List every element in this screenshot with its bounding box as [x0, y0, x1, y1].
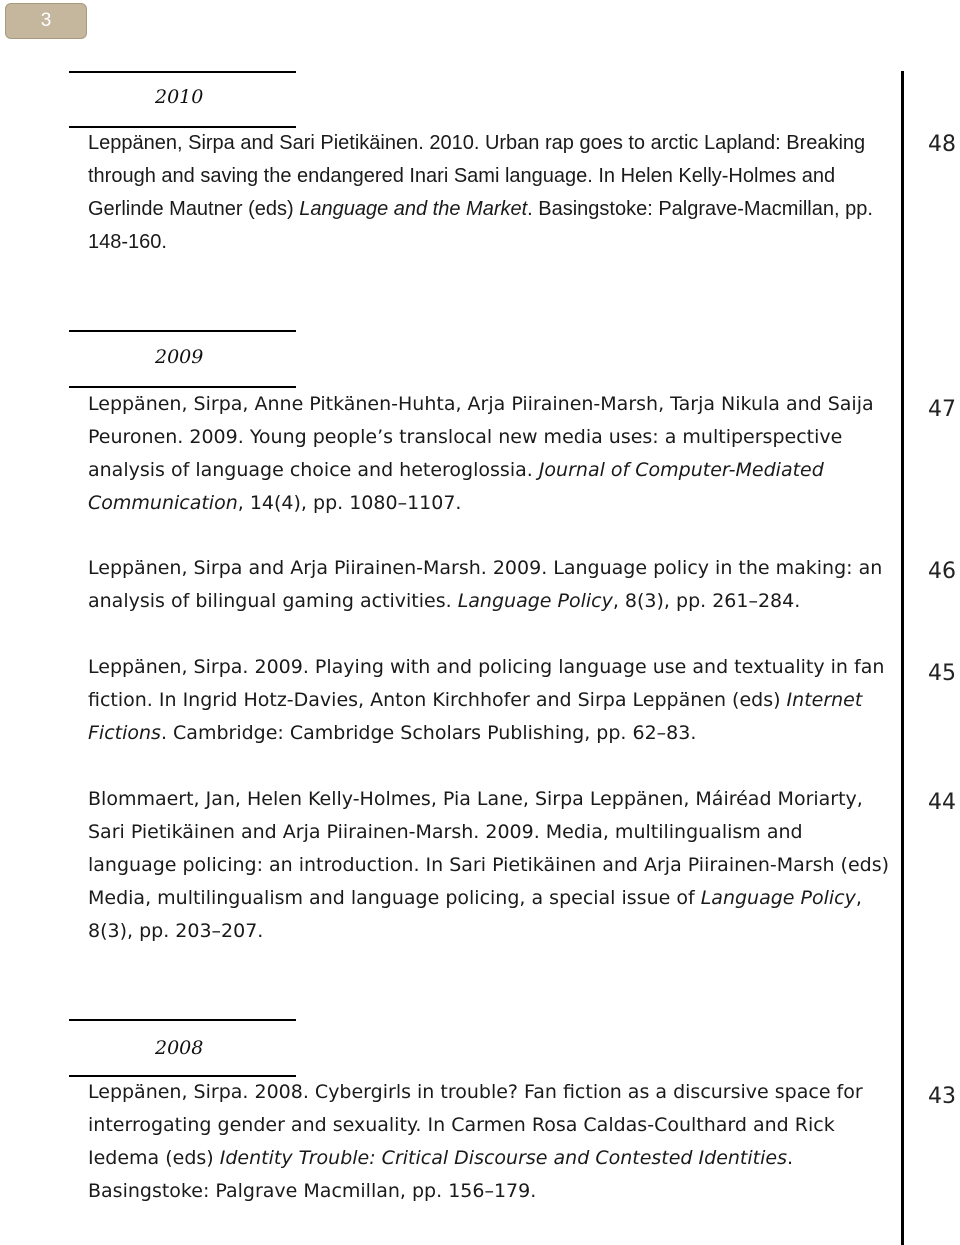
reference-title: Language and the Market: [299, 198, 528, 220]
reference-text: Leppänen, Sirpa and Arja Piirainen-Marsh. 2009. Language policy in the making: an analysis of bilingual gaming activities.: [88, 557, 883, 612]
reference-title: Journal of Computer-Mediated Communication: [88, 459, 824, 514]
reference-entry: [88, 127, 893, 259]
entry-number: 48: [928, 132, 956, 157]
reference-text: . Basingstoke: Palgrave-Macmillan, pp. 148-160.: [88, 198, 873, 253]
reference-text: Leppänen, Sirpa and Sari Pietikäinen. 2010. Urban rap goes to arctic Lapland: Breaking through and saving the endangered Inari Sami language. In Helen Kelly-Holmes and Gerlinde Mautner (eds): [88, 132, 866, 220]
reference-text: , 8(3), pp. 203–207.: [88, 887, 862, 942]
reference-title: Internet Fictions: [88, 689, 863, 744]
section-year: 2009: [155, 346, 204, 368]
entry-number: 46: [928, 559, 956, 584]
reference-entry: [88, 552, 893, 618]
reference-text: . Cambridge: Cambridge Scholars Publishing, pp. 62–83.: [160, 722, 697, 744]
reference-entry: [88, 388, 893, 520]
reference-title: Language Policy: [457, 590, 613, 612]
section-rule-top: [69, 71, 296, 73]
reference-text: Blommaert, Jan, Helen Kelly-Holmes, Pia Lane, Sirpa Leppänen, Máiréad Moriarty, Sari Pietikäinen and Arja Piirainen-Marsh. 2009. Media, multilingualism and language policing: an introduction. In Sari Pietikäinen and Arja Piirainen-Marsh (eds) Media, multilingualism and language policing, a special issue of: [88, 788, 890, 909]
reference-text: Leppänen, Sirpa, Anne Pitkänen-Huhta, Arja Piirainen-Marsh, Tarja Nikula and Saija Peuronen. 2009. Young people’s translocal new media uses: a multiperspective analysis of language choice and heteroglossia.: [88, 393, 874, 481]
reference-entry: [88, 783, 893, 948]
entry-number: 44: [928, 790, 956, 815]
reference-entry: [88, 651, 893, 750]
section-rule-top: [69, 1019, 296, 1021]
reference-text: , 14(4), pp. 1080–1107.: [237, 492, 462, 514]
entry-number: 43: [928, 1084, 956, 1109]
reference-text: Leppänen, Sirpa. 2009. Playing with and policing language use and textuality in fan fiction. In Ingrid Hotz-Davies, Anton Kirchhofer and Sirpa Leppänen (eds): [88, 656, 885, 711]
reference-title: Language Policy: [700, 887, 856, 909]
reference-text: . Basingstoke: Palgrave Macmillan, pp. 156–179.: [88, 1147, 794, 1202]
reference-entry: [88, 1076, 893, 1208]
entry-number: 45: [928, 661, 956, 686]
entry-number: 47: [928, 397, 956, 422]
vertical-divider: [901, 71, 904, 1245]
reference-text: , 8(3), pp. 261–284.: [612, 590, 801, 612]
page-number-badge: 3: [5, 3, 87, 39]
section-year: 2008: [155, 1037, 204, 1059]
section-rule-top: [69, 330, 296, 332]
reference-title: Identity Trouble: Critical Discourse and Contested Identities: [219, 1147, 787, 1169]
section-year: 2010: [155, 86, 204, 108]
reference-text: Leppänen, Sirpa. 2008. Cybergirls in trouble? Fan fiction as a discursive space for interrogating gender and sexuality. In Carmen Rosa Caldas-Coulthard and Rick Iedema (eds): [88, 1081, 863, 1169]
